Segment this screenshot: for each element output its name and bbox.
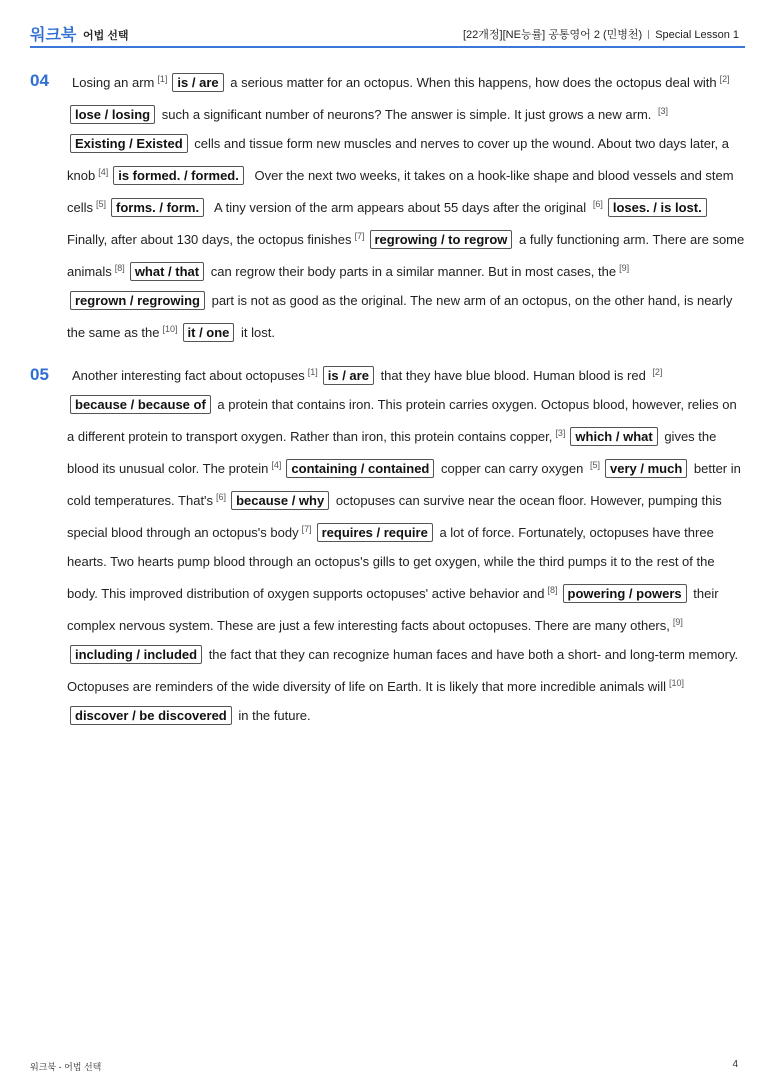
passage-text: a protein that contains iron. This protein carries oxygen. Octopus blood, however, relies on a different protein to transport oxygen. Rather than iron, this protein contains copper,: [67, 397, 737, 444]
choice-box[interactable]: forms. / form.: [111, 198, 204, 217]
passage-text: gives the blood its unusual color. The protein: [67, 429, 717, 476]
blank-marker: [10]: [668, 678, 684, 688]
choice-box[interactable]: because / why: [231, 491, 329, 510]
passage-text: a fully functioning arm. There are some animals: [67, 232, 745, 279]
footer-label: 워크북 - 어법 선택: [30, 1062, 102, 1072]
choice-box[interactable]: discover / be discovered: [70, 706, 232, 725]
choice-box[interactable]: because / because of: [70, 395, 211, 414]
passage-text: Over the next two weeks, it takes on a hook-like shape and blood vessels and stem cells: [67, 168, 734, 215]
choice-box[interactable]: what / that: [130, 262, 204, 281]
blank-marker: [1]: [157, 74, 168, 84]
blank-marker: [2]: [652, 367, 663, 377]
passage-text: can regrow their body parts in a similar manner. But in most cases, the: [210, 264, 617, 279]
choice-box[interactable]: is / are: [172, 73, 223, 92]
passage-text: in the future.: [238, 708, 311, 723]
page-header: [30, 22, 745, 48]
blank-marker: [4]: [271, 460, 282, 470]
passage-text: the fact that they can recognize human faces and have both a short- and long-term memory. Octopuses are reminders of the wide diversity of life on Earth. It is likely that more incredible animals will: [67, 647, 739, 694]
blank-marker: [2]: [719, 74, 730, 84]
choice-box[interactable]: regrowing / to regrow: [370, 230, 513, 249]
choice-box[interactable]: containing / contained: [286, 459, 434, 478]
blank-marker: [9]: [619, 263, 630, 273]
choice-box[interactable]: Existing / Existed: [70, 134, 188, 153]
choice-box[interactable]: is formed. / formed.: [113, 166, 244, 185]
passage-05: [67, 358, 745, 730]
passage-text: part is not as good as the original. The new arm of an octopus, on the other hand, is nearly the same as the: [67, 293, 733, 340]
passage-text: a lot of force. Fortunately, octopuses have three hearts. Two hearts pump blood through an octopus's gills to get oxygen, while the third pumps it to the rest of the body. This improved distribution of oxygen supports octopuses' active behavior and: [67, 525, 715, 601]
choice-box[interactable]: regrown / regrowing: [70, 291, 205, 310]
blank-marker: [8]: [547, 585, 558, 595]
passage-04: [67, 65, 745, 347]
choice-box[interactable]: including / included: [70, 645, 202, 664]
passage-text: Another interesting fact about octopuses: [72, 368, 305, 383]
passage-text: better in cold temperatures. That's: [67, 461, 741, 508]
passage-text: copper can carry oxygen: [441, 461, 584, 476]
choice-box[interactable]: it / one: [183, 323, 235, 342]
blank-marker: [10]: [162, 324, 178, 334]
blank-marker: [5]: [96, 199, 107, 209]
passage-text: cells and tissue form new muscles and nerves to cover up the wound. About two days later, a knob: [67, 136, 730, 183]
blank-marker: [3]: [658, 106, 669, 116]
passage-text: Losing an arm: [72, 75, 155, 90]
blank-marker: [5]: [589, 460, 600, 470]
question-number-04: 04: [30, 71, 49, 90]
choice-box[interactable]: loses. / is lost.: [608, 198, 707, 217]
passage-text: octopuses can survive near the ocean floor. However, pumping this special blood through an octopus's body: [67, 493, 722, 540]
choice-box[interactable]: very / much: [605, 459, 687, 478]
passage-text: such a significant number of neurons? The answer is simple. It just grows a new arm.: [161, 107, 652, 122]
brand-subtitle: 어법 선택: [83, 30, 129, 42]
choice-box[interactable]: powering / powers: [563, 584, 687, 603]
course-title: [22개정][NE능률] 공통영어 2 (민병천): [462, 29, 643, 41]
header-separator: [648, 30, 649, 39]
choice-box[interactable]: which / what: [570, 427, 657, 446]
passage-text: that they have blue blood. Human blood is red: [380, 368, 646, 383]
choice-box[interactable]: is / are: [323, 366, 374, 385]
passage-text: A tiny version of the arm appears about 55 days after the original: [214, 200, 587, 215]
brand-title: 워크북: [30, 27, 77, 44]
passage-text: a serious matter for an octopus. When this happens, how does the octopus deal with: [230, 75, 717, 90]
question-number-05: 05: [30, 365, 49, 384]
page-number: 4: [732, 1059, 738, 1070]
lesson-title: Special Lesson 1: [655, 29, 739, 41]
blank-marker: [8]: [114, 263, 125, 273]
blank-marker: [9]: [672, 617, 683, 627]
blank-marker: [6]: [592, 199, 603, 209]
blank-marker: [3]: [555, 428, 566, 438]
choice-box[interactable]: lose / losing: [70, 105, 155, 124]
blank-marker: [7]: [301, 524, 312, 534]
passage-text: Finally, after about 130 days, the octopus finishes: [67, 232, 352, 247]
passage-text: their complex nervous system. These are just a few interesting facts about octopuses. There are many others,: [67, 586, 719, 633]
choice-box[interactable]: requires / require: [317, 523, 433, 542]
blank-marker: [4]: [98, 167, 109, 177]
blank-marker: [6]: [216, 492, 227, 502]
header-course-info: [463, 26, 739, 42]
blank-marker: [7]: [354, 231, 365, 241]
blank-marker: [1]: [307, 367, 318, 377]
passage-text: it lost.: [241, 325, 275, 340]
